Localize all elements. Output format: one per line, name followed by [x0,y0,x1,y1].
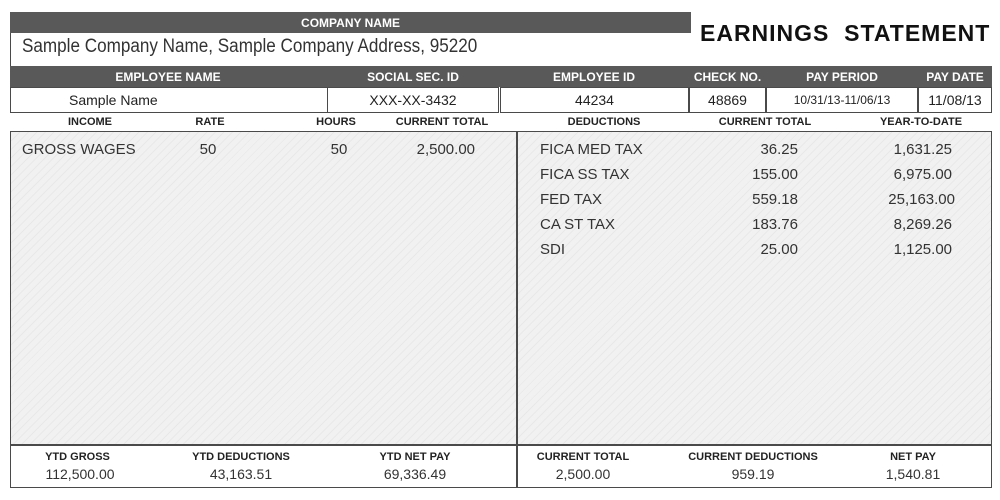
hours-header: HOURS [316,116,356,128]
employee-name-value: Sample Name [69,92,158,108]
deduction-row-current: 36.25 [760,141,798,158]
employee-name-label: EMPLOYEE NAME [115,69,221,84]
center-divider [516,132,518,488]
current-total-label: CURRENT TOTAL [536,451,630,463]
ytd-gross-label: YTD GROSS [45,451,110,463]
current-deductions-label: CURRENT DEDUCTIONS [688,451,818,463]
deduction-row-ytd: 8,269.26 [893,216,952,233]
footer-divider [10,444,992,446]
deduction-row-current: 183.76 [752,216,798,233]
ytd-gross-value: 112,500.00 [45,466,115,482]
rate-header: RATE [195,116,225,128]
income-panel [11,132,517,444]
deduction-row-ytd: 25,163.00 [888,191,955,208]
pay-date-value: 11/08/13 [928,92,982,108]
deduction-row-name: FICA MED TAX [540,141,643,158]
ssn-label: SOCIAL SEC. ID [367,69,459,84]
deductions-header: DEDUCTIONS [567,116,641,128]
income-row-current-total: 2,500.00 [416,141,475,158]
pay-date-header [918,66,992,87]
company-name-value: Sample Company Name, Sample Company Address, 95220 [22,36,478,57]
income-row-name: GROSS WAGES [22,141,136,158]
employee-id-label: EMPLOYEE ID [552,69,635,84]
deduction-row-current: 155.00 [752,166,798,183]
employee-name-header [10,66,326,87]
income-row-rate: 50 [199,141,217,158]
check-no-label: CHECK NO. [693,69,762,84]
pay-period-cell [766,87,918,113]
ytd-header: YEAR-TO-DATE [879,116,963,128]
current-deductions-value: 959.19 [731,466,775,482]
pay-period-label: PAY PERIOD [806,69,878,84]
net-pay-value: 1,540.81 [885,466,941,482]
employee-name-cell [10,87,327,113]
ssn-header [328,66,498,87]
deduction-row-name: SDI [540,241,566,258]
check-no-value: 48869 [708,92,747,108]
company-name-label: COMPANY NAME [301,15,400,30]
check-no-cell [689,87,766,113]
income-header: INCOME [68,116,112,128]
income-row-hours: 50 [330,141,348,158]
employee-id-value: 44234 [575,92,614,108]
ytd-deductions-value: 43,163.51 [209,466,273,482]
ssn-value: XXX-XX-3432 [369,92,457,108]
pay-date-cell [918,87,992,113]
deduction-row-ytd: 6,975.00 [893,166,952,183]
income-current-total-header: CURRENT TOTAL [395,116,489,128]
column-header-row [10,113,992,132]
pay-date-label: PAY DATE [926,69,984,84]
deduction-row-name: FICA SS TAX [540,166,630,183]
ytd-net-pay-label: YTD NET PAY [379,451,451,463]
employee-id-cell [500,87,689,113]
ytd-deductions-label: YTD DEDUCTIONS [192,451,290,463]
deduction-row-current: 559.18 [752,191,798,208]
deduction-row-name: CA ST TAX [540,216,616,233]
check-no-header [689,66,766,87]
pay-period-value: 10/31/13-11/06/13 [793,93,891,107]
ssn-cell [327,87,499,113]
ytd-net-pay-value: 69,336.49 [383,466,447,482]
net-pay-label: NET PAY [890,451,936,463]
deduction-row-ytd: 1,631.25 [893,141,952,158]
current-total-value: 2,500.00 [555,466,611,482]
company-name-header [10,12,691,33]
pay-period-header [767,66,917,87]
deductions-current-total-header: CURRENT TOTAL [718,116,812,128]
deduction-row-name: FED TAX [540,191,602,208]
deduction-row-ytd: 1,125.00 [893,241,952,258]
statement-title: EARNINGS STATEMENT [700,20,991,46]
employee-id-header [500,66,688,87]
deduction-row-current: 25.00 [760,241,798,258]
